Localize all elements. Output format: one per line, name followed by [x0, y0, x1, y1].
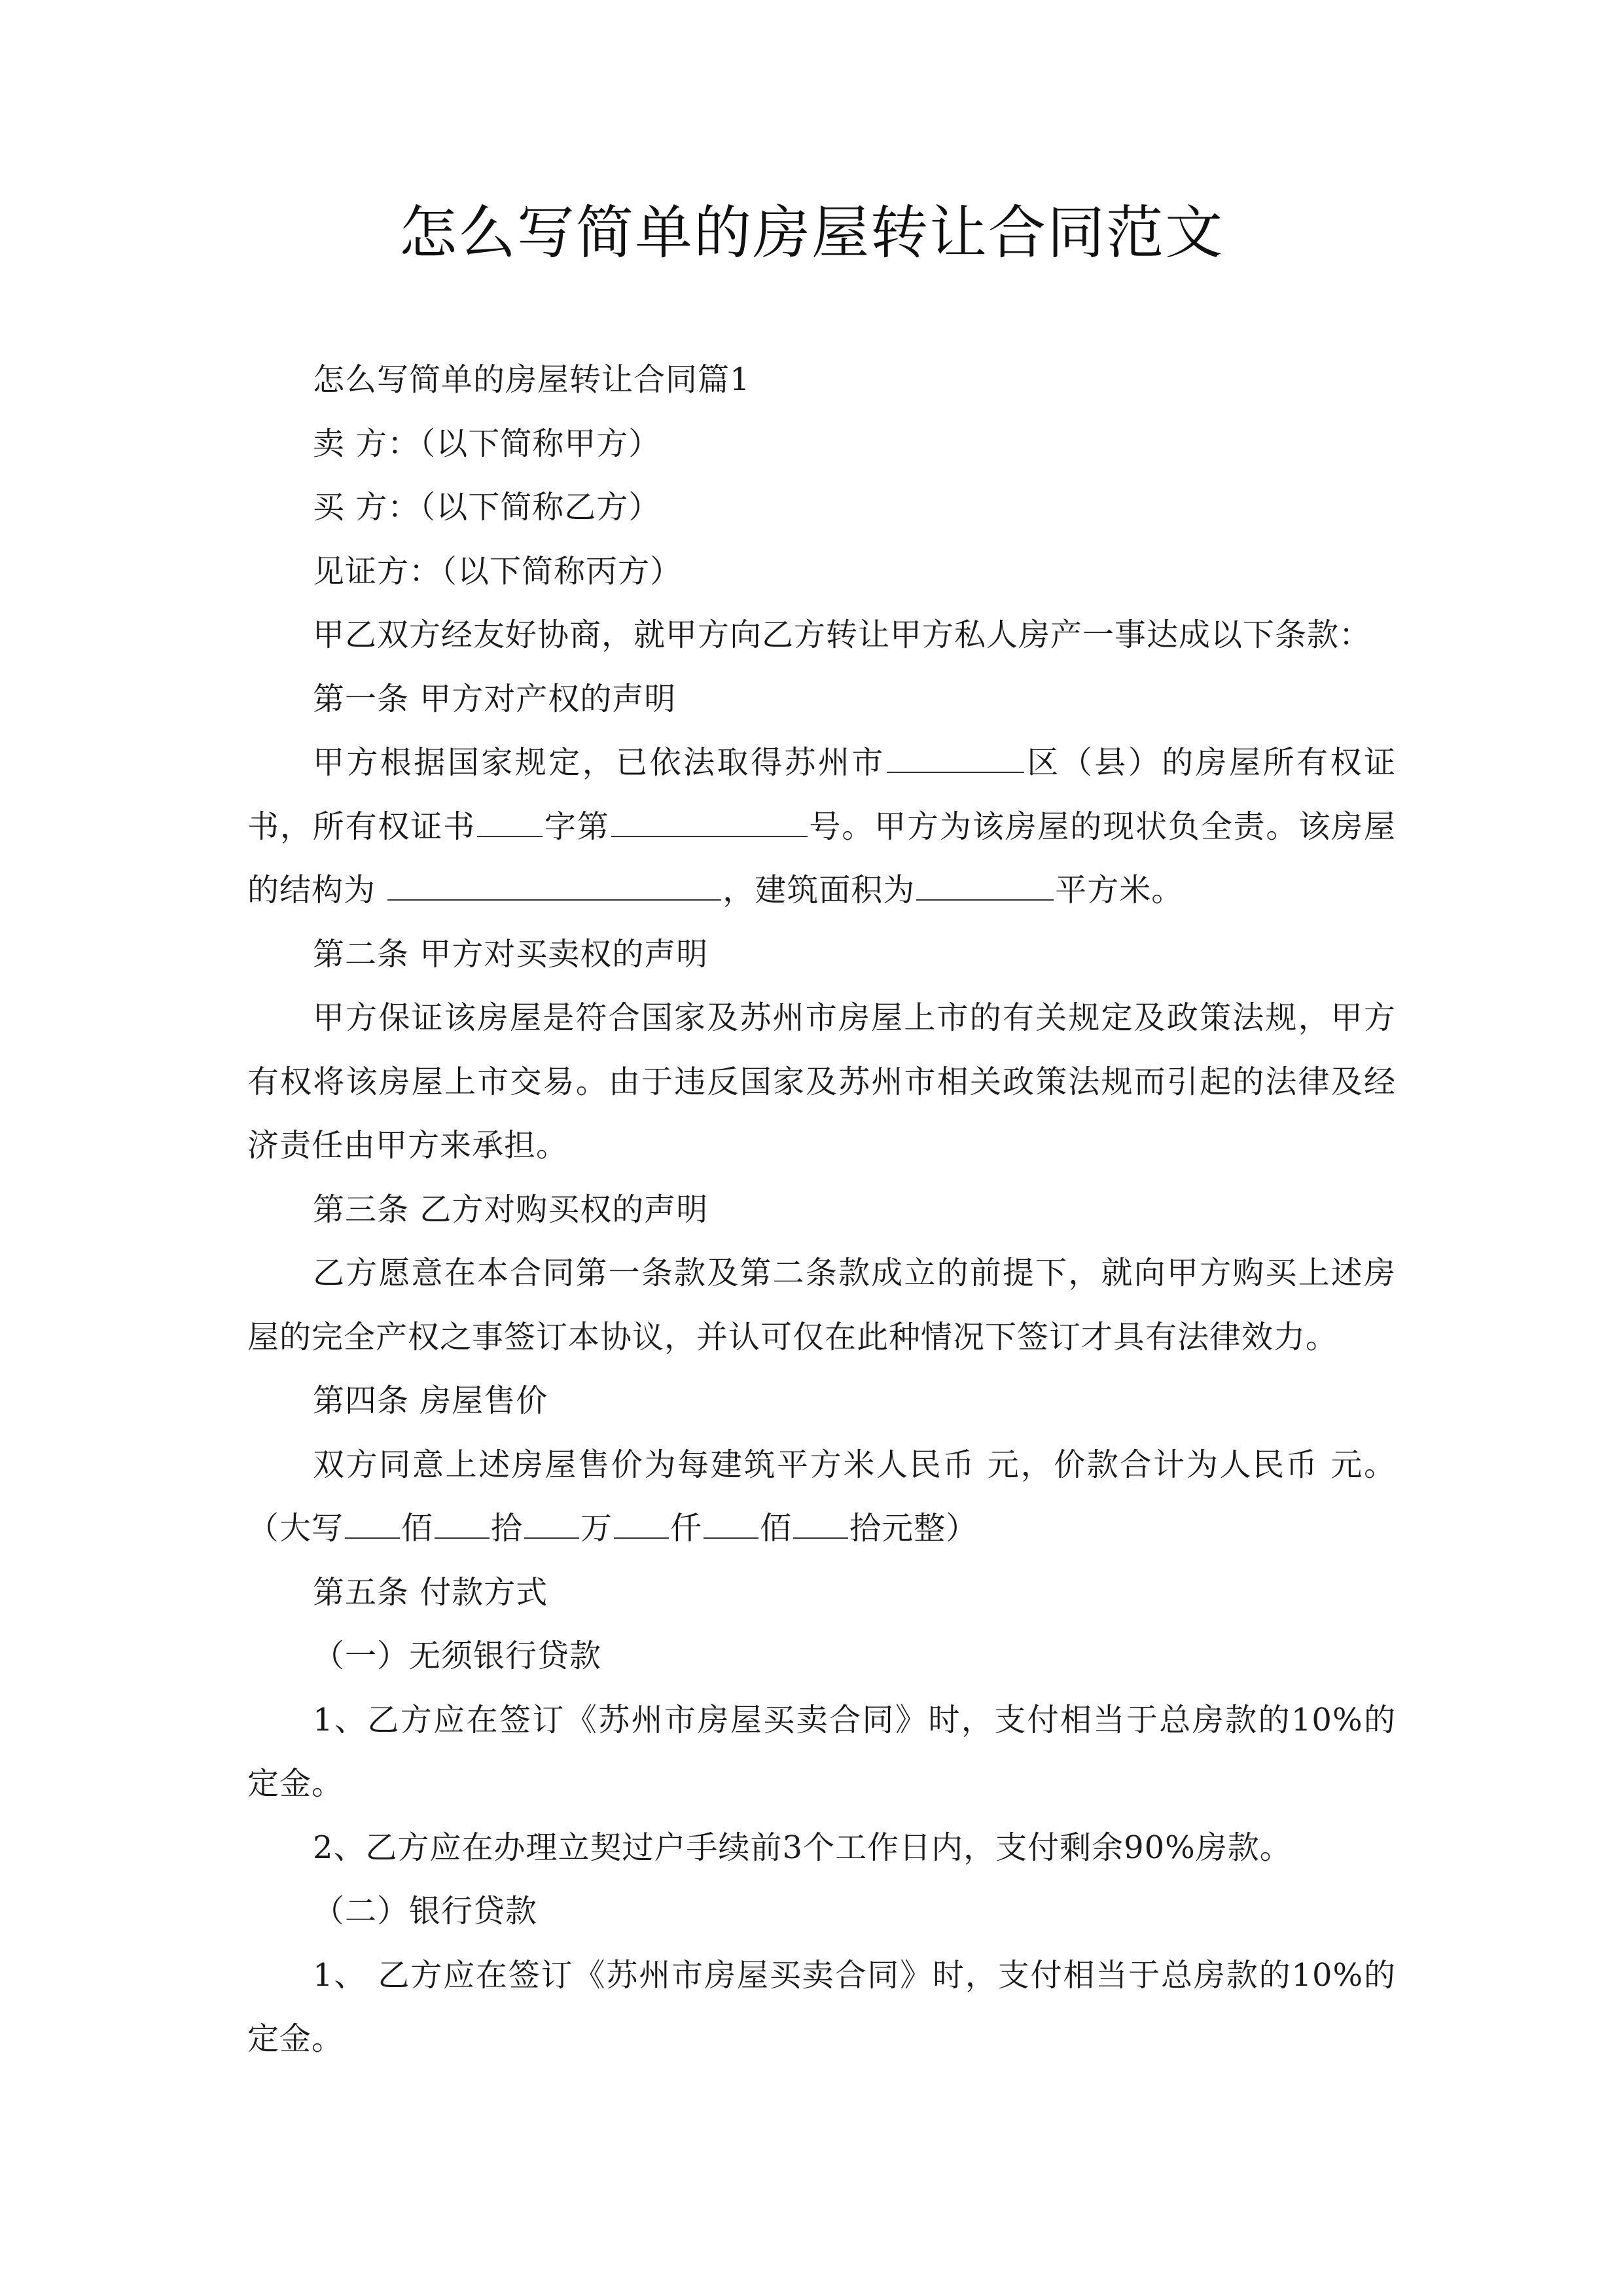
capital-open: （大写 [247, 1510, 344, 1547]
cert-prefix-blank[interactable] [477, 807, 543, 837]
price-text: 双方同意上述房屋售价为每建筑平方米人民币 元，价款合计为人民币 元。 [313, 1446, 1396, 1483]
article-1-text-part: 字第 [544, 808, 610, 845]
article-2-text: 甲方保证该房屋是符合国家及苏州市房屋上市的有关规定及政策法规，甲方有权将该房屋上市交易。由于违反国家及苏州市相关政策法规而引起的法律及经济责任由甲方来承担。 [247, 999, 1396, 1164]
article-5-heading: 第五条 付款方式 [313, 1573, 548, 1611]
payment-sub1-item1: 1、乙方应在签订《苏州市房屋买卖合同》时，支付相当于总房款的10%的定金。 [247, 1701, 1396, 1802]
capital-blank[interactable] [614, 1509, 669, 1539]
article-1-text-part: 平方米。 [1055, 872, 1184, 908]
party-seller: 卖 方：（以下简称甲方） [313, 425, 661, 462]
capital-unit: 万 [580, 1510, 613, 1547]
structure-blank[interactable] [387, 870, 721, 901]
article-1-text-part: 甲方根据国家规定，已依法取得苏州市 [313, 744, 885, 781]
payment-sub2-item1: 1、 乙方应在签订《苏州市房屋买卖合同》时，支付相当于总房款的10%的定金。 [247, 1956, 1396, 2057]
article-3-text: 乙方愿意在本合同第一条款及第二条款成立的前提下，就向甲方购买上述房屋的完全产权之事签订本协议，并认可仅在此种情况下签订才具有法律效力。 [247, 1255, 1396, 1355]
article-4-heading: 第四条 房屋售价 [313, 1382, 548, 1419]
article-3-heading: 第三条 乙方对购买权的声明 [313, 1191, 709, 1228]
article-1-text-part: 号。甲方为该房屋的现状负全责。该房屋的结构为 [247, 808, 1396, 908]
article-1-text-part: ，建筑面积为 [722, 872, 916, 908]
capital-blank[interactable] [793, 1509, 848, 1539]
payment-sub1-heading: （一）无须银行贷款 [313, 1638, 602, 1674]
article-4-text [247, 1433, 1396, 1561]
capital-blank[interactable] [345, 1509, 400, 1539]
capital-close: 拾元整） [849, 1510, 978, 1547]
capital-blank[interactable] [704, 1509, 758, 1539]
article-1-text-part: 区（县）的房屋所有权证书，所有权证书 [247, 744, 1396, 845]
intro-paragraph: 甲乙双方经友好协商，就甲方向乙方转让甲方私人房产一事达成以下条款： [313, 617, 1372, 653]
capital-unit: 佰 [760, 1510, 793, 1547]
district-blank[interactable] [887, 743, 1024, 773]
party-buyer: 买 方：（以下简称乙方） [313, 489, 661, 526]
party-witness: 见证方：（以下简称丙方） [313, 552, 683, 590]
article-1-heading: 第一条 甲方对产权的声明 [313, 680, 677, 717]
article-2-heading: 第二条 甲方对买卖权的声明 [313, 935, 709, 973]
capital-blank[interactable] [524, 1509, 579, 1539]
area-blank[interactable] [916, 870, 1054, 901]
article-1-text [247, 731, 1396, 923]
cert-number-blank[interactable] [611, 807, 808, 837]
capital-blank[interactable] [435, 1509, 490, 1539]
document-body [247, 348, 1396, 2072]
payment-sub1-item2: 2、乙方应在办理立契过户手续前3个工作日内，支付剩余90%房款。 [313, 1829, 1292, 1866]
capital-unit: 仟 [670, 1510, 703, 1547]
section-heading: 怎么写简单的房屋转让合同篇1 [313, 361, 751, 398]
capital-unit: 拾 [491, 1510, 524, 1547]
document-title: 怎么写简单的房屋转让合同范文 [399, 199, 1224, 266]
capital-unit: 佰 [401, 1510, 434, 1547]
payment-sub2-heading: （二）银行贷款 [313, 1893, 538, 1929]
